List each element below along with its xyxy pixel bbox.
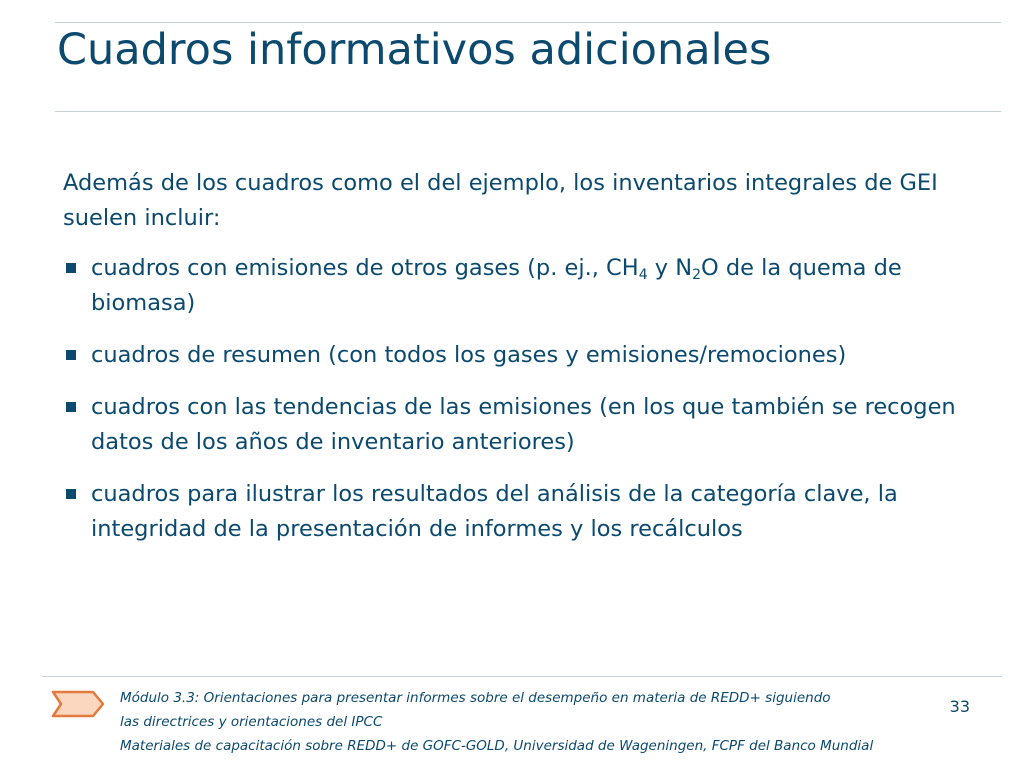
footer-rule — [42, 676, 1002, 677]
bullet-item-key-category — [63, 477, 993, 547]
bullet-text: y N — [647, 255, 693, 281]
title-underline-rule — [55, 111, 1001, 112]
square-bullet-icon — [66, 489, 76, 499]
subscript-2: 2 — [692, 267, 701, 283]
bullet-text: O de la quema de biomasa) — [91, 255, 902, 316]
bullet-text: cuadros de resumen (con todos los gases y emisiones/remociones) — [91, 342, 847, 368]
bullet-item-other-gases — [63, 251, 993, 321]
square-bullet-icon — [66, 263, 76, 273]
slide-title: Cuadros informativos adicionales — [57, 25, 772, 75]
slide-body — [63, 166, 993, 564]
footer-line-2: las directrices y orientaciones del IPCC — [120, 714, 383, 730]
footer-line-3: Materiales de capacitación sobre REDD+ de GOFC-GOLD, Universidad de Wageningen, FCPF del Banco Mundial — [120, 738, 874, 754]
square-bullet-icon — [66, 402, 76, 412]
bullet-item-trends — [63, 390, 993, 460]
square-bullet-icon — [66, 350, 76, 360]
intro-paragraph: Además de los cuadros como el del ejemplo, los inventarios integrales de GEI suelen incluir: — [63, 170, 938, 231]
subscript-4: 4 — [638, 267, 648, 283]
bullet-item-summary — [63, 338, 993, 373]
chevron-arrow-icon — [51, 690, 105, 718]
bullet-text: cuadros para ilustrar los resultados del análisis de la categoría clave, la integridad de la presentación de informes y los recálculos — [91, 481, 898, 542]
bullet-text: cuadros con emisiones de otros gases (p. ej., CH — [91, 255, 639, 281]
footer-text — [120, 686, 960, 758]
page-number: 33 — [949, 697, 970, 716]
bullet-list — [63, 251, 993, 547]
footer-line-1: Módulo 3.3: Orientaciones para presentar informes sobre el desempeño en materia de REDD+ siguiendo — [120, 690, 831, 706]
bullet-text: cuadros con las tendencias de las emisiones (en los que también se recogen datos de los años de inventario anteriores) — [91, 394, 956, 455]
